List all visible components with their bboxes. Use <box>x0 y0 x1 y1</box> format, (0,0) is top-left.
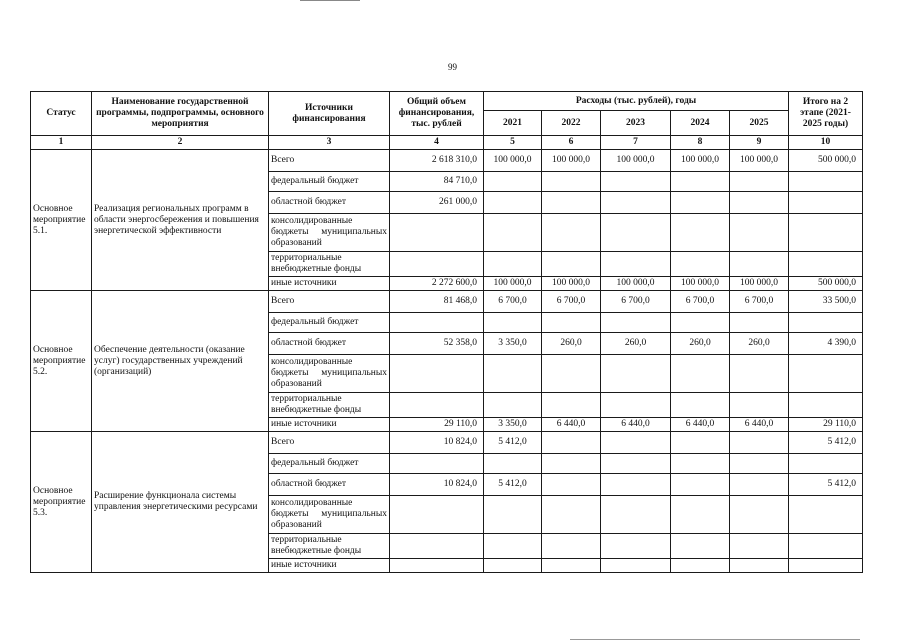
final-total-cell <box>789 534 863 559</box>
year-value-cell <box>671 559 730 573</box>
year-value-cell: 260,0 <box>601 333 671 355</box>
program-name-cell: Обеспечение деятельности (оказание услуг) государственных учреждений (организаций) <box>92 291 269 432</box>
year-value-cell <box>542 393 601 418</box>
year-value-cell <box>671 474 730 496</box>
total-cell <box>390 252 484 277</box>
column-number: 1 <box>31 136 92 150</box>
scan-edge <box>300 0 360 1</box>
year-value-cell: 100 000,0 <box>601 277 671 291</box>
year-value-cell <box>671 393 730 418</box>
year-value-cell: 3 350,0 <box>484 333 542 355</box>
year-value-cell: 6 700,0 <box>601 291 671 313</box>
header-final: Итого на 2 этапе (2021-2025 годы) <box>789 92 863 136</box>
column-number: 10 <box>789 136 863 150</box>
total-cell <box>390 393 484 418</box>
year-value-cell: 6 440,0 <box>542 418 601 432</box>
year-value-cell <box>730 432 789 454</box>
year-value-cell: 100 000,0 <box>484 150 542 172</box>
budget-table <box>30 91 863 573</box>
year-value-cell <box>671 192 730 214</box>
year-value-cell: 100 000,0 <box>542 150 601 172</box>
year-value-cell <box>601 559 671 573</box>
year-value-cell <box>671 534 730 559</box>
column-number: 4 <box>390 136 484 150</box>
column-number: 9 <box>730 136 789 150</box>
total-cell <box>390 454 484 474</box>
total-cell: 2 272 600,0 <box>390 277 484 291</box>
year-value-cell: 100 000,0 <box>542 277 601 291</box>
year-value-cell <box>671 214 730 252</box>
source-cell: территориальные внебюджетные фонды <box>269 393 390 418</box>
year-value-cell <box>671 252 730 277</box>
status-cell: Основное мероприятие 5.1. <box>31 150 92 291</box>
header-row <box>31 92 863 111</box>
source-cell: областной бюджет <box>269 333 390 355</box>
table-row <box>31 150 863 172</box>
header-source: Источники финансирования <box>269 92 390 136</box>
year-value-cell <box>484 559 542 573</box>
year-value-cell <box>601 454 671 474</box>
year-value-cell <box>542 252 601 277</box>
final-total-cell: 500 000,0 <box>789 277 863 291</box>
year-value-cell: 6 440,0 <box>671 418 730 432</box>
year-value-cell <box>671 355 730 393</box>
year-value-cell: 3 350,0 <box>484 418 542 432</box>
year-value-cell <box>730 252 789 277</box>
year-value-cell <box>484 454 542 474</box>
year-value-cell <box>484 172 542 192</box>
final-total-cell <box>789 559 863 573</box>
year-value-cell <box>730 496 789 534</box>
table-row <box>31 432 863 454</box>
year-value-cell <box>484 534 542 559</box>
status-cell: Основное мероприятие 5.3. <box>31 432 92 573</box>
header-expenses: Расходы (тыс. рублей), годы <box>484 92 789 111</box>
total-cell: 81 468,0 <box>390 291 484 313</box>
source-cell: федеральный бюджет <box>269 454 390 474</box>
total-cell <box>390 534 484 559</box>
year-value-cell: 100 000,0 <box>671 150 730 172</box>
column-number: 5 <box>484 136 542 150</box>
source-cell: иные источники <box>269 559 390 573</box>
year-value-cell <box>671 432 730 454</box>
year-value-cell: 100 000,0 <box>484 277 542 291</box>
column-number: 8 <box>671 136 730 150</box>
final-total-cell <box>789 192 863 214</box>
year-value-cell <box>730 474 789 496</box>
column-number: 6 <box>542 136 601 150</box>
source-cell: областной бюджет <box>269 474 390 496</box>
source-cell: Всего <box>269 432 390 454</box>
source-cell: Всего <box>269 291 390 313</box>
year-value-cell <box>730 454 789 474</box>
source-cell: Всего <box>269 150 390 172</box>
source-cell: консолидированные бюджеты муниципальных образований <box>269 214 390 252</box>
total-cell <box>390 496 484 534</box>
column-number: 2 <box>92 136 269 150</box>
total-cell: 10 824,0 <box>390 474 484 496</box>
year-value-cell <box>484 393 542 418</box>
year-value-cell <box>601 192 671 214</box>
year-value-cell <box>484 214 542 252</box>
year-value-cell: 100 000,0 <box>730 277 789 291</box>
year-value-cell: 5 412,0 <box>484 432 542 454</box>
program-name-cell: Реализация региональных программ в области энергосбережения и повышения энергетической эффективности <box>92 150 269 291</box>
year-value-cell <box>730 192 789 214</box>
year-value-cell <box>601 252 671 277</box>
source-cell: консолидированные бюджеты муниципальных образований <box>269 496 390 534</box>
header-year: 2024 <box>671 111 730 136</box>
year-value-cell <box>601 474 671 496</box>
year-value-cell <box>542 474 601 496</box>
source-cell: консолидированные бюджеты муниципальных образований <box>269 355 390 393</box>
year-value-cell <box>730 172 789 192</box>
year-value-cell <box>484 313 542 333</box>
year-value-cell <box>542 559 601 573</box>
year-value-cell: 6 440,0 <box>730 418 789 432</box>
year-value-cell: 100 000,0 <box>730 150 789 172</box>
final-total-cell <box>789 252 863 277</box>
program-name-cell: Расширение функционала системы управления энергетическими ресурсами <box>92 432 269 573</box>
year-value-cell <box>484 496 542 534</box>
total-cell <box>390 313 484 333</box>
year-value-cell <box>601 313 671 333</box>
column-numbers-row <box>31 136 863 150</box>
total-cell <box>390 559 484 573</box>
year-value-cell <box>542 496 601 534</box>
final-total-cell: 33 500,0 <box>789 291 863 313</box>
final-total-cell: 5 412,0 <box>789 432 863 454</box>
column-number: 3 <box>269 136 390 150</box>
year-value-cell <box>671 172 730 192</box>
final-total-cell <box>789 214 863 252</box>
source-cell: иные источники <box>269 418 390 432</box>
final-total-cell <box>789 454 863 474</box>
total-cell: 84 710,0 <box>390 172 484 192</box>
header-total: Общий объем финансирования, тыс. рублей <box>390 92 484 136</box>
year-value-cell <box>730 393 789 418</box>
total-cell: 52 358,0 <box>390 333 484 355</box>
page-number: 99 <box>448 62 457 72</box>
header-year: 2021 <box>484 111 542 136</box>
total-cell <box>390 355 484 393</box>
year-value-cell: 6 700,0 <box>730 291 789 313</box>
final-total-cell: 4 390,0 <box>789 333 863 355</box>
year-value-cell <box>601 355 671 393</box>
final-total-cell: 5 412,0 <box>789 474 863 496</box>
year-value-cell <box>542 214 601 252</box>
year-value-cell <box>542 355 601 393</box>
header-year: 2022 <box>542 111 601 136</box>
final-total-cell <box>789 355 863 393</box>
year-value-cell <box>730 355 789 393</box>
year-value-cell <box>671 313 730 333</box>
year-value-cell: 6 700,0 <box>484 291 542 313</box>
source-cell: федеральный бюджет <box>269 172 390 192</box>
year-value-cell <box>730 313 789 333</box>
year-value-cell: 260,0 <box>542 333 601 355</box>
year-value-cell <box>601 534 671 559</box>
total-cell: 10 824,0 <box>390 432 484 454</box>
year-value-cell <box>484 355 542 393</box>
year-value-cell <box>484 252 542 277</box>
source-cell: федеральный бюджет <box>269 313 390 333</box>
year-value-cell <box>601 496 671 534</box>
total-cell: 2 618 310,0 <box>390 150 484 172</box>
header-name: Наименование государственной программы, подпрограммы, основного мероприятия <box>92 92 269 136</box>
year-value-cell <box>601 214 671 252</box>
source-cell: иные источники <box>269 277 390 291</box>
header-year: 2025 <box>730 111 789 136</box>
year-value-cell <box>730 559 789 573</box>
status-cell: Основное мероприятие 5.2. <box>31 291 92 432</box>
source-cell: территориальные внебюджетные фонды <box>269 252 390 277</box>
year-value-cell <box>601 432 671 454</box>
total-cell: 29 110,0 <box>390 418 484 432</box>
year-value-cell <box>542 172 601 192</box>
source-cell: областной бюджет <box>269 192 390 214</box>
final-total-cell: 500 000,0 <box>789 150 863 172</box>
total-cell <box>390 214 484 252</box>
year-value-cell <box>542 313 601 333</box>
year-value-cell: 6 440,0 <box>601 418 671 432</box>
year-value-cell: 260,0 <box>671 333 730 355</box>
year-value-cell <box>542 432 601 454</box>
table-row <box>31 291 863 313</box>
year-value-cell <box>671 454 730 474</box>
year-value-cell: 100 000,0 <box>601 150 671 172</box>
year-value-cell <box>730 534 789 559</box>
final-total-cell: 29 110,0 <box>789 418 863 432</box>
year-value-cell <box>484 192 542 214</box>
final-total-cell <box>789 393 863 418</box>
year-value-cell <box>730 214 789 252</box>
year-value-cell: 6 700,0 <box>671 291 730 313</box>
source-cell: территориальные внебюджетные фонды <box>269 534 390 559</box>
year-value-cell: 100 000,0 <box>671 277 730 291</box>
final-total-cell <box>789 172 863 192</box>
year-value-cell: 260,0 <box>730 333 789 355</box>
year-value-cell: 5 412,0 <box>484 474 542 496</box>
total-cell: 261 000,0 <box>390 192 484 214</box>
year-value-cell <box>542 454 601 474</box>
final-total-cell <box>789 313 863 333</box>
year-value-cell: 6 700,0 <box>542 291 601 313</box>
header-year: 2023 <box>601 111 671 136</box>
year-value-cell <box>601 393 671 418</box>
header-status: Статус <box>31 92 92 136</box>
year-value-cell <box>601 172 671 192</box>
final-total-cell <box>789 496 863 534</box>
year-value-cell <box>671 496 730 534</box>
column-number: 7 <box>601 136 671 150</box>
year-value-cell <box>542 192 601 214</box>
year-value-cell <box>542 534 601 559</box>
